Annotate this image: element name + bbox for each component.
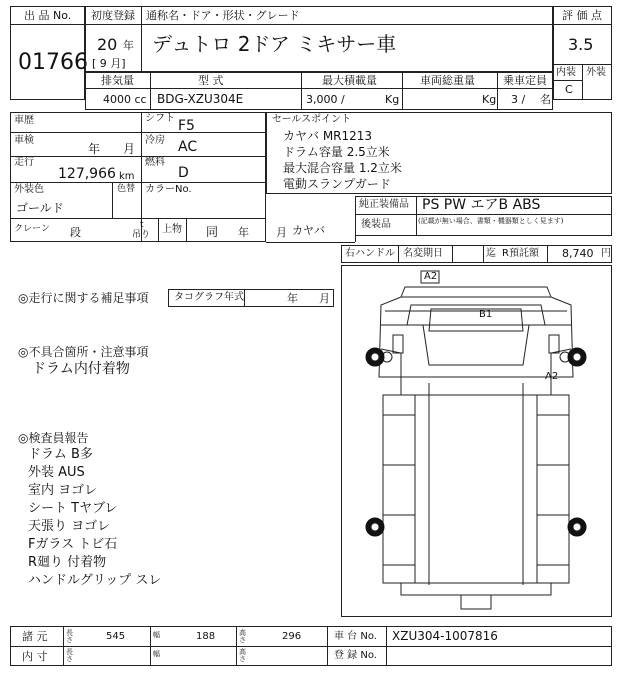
equipment-value: PS PW エアB ABS xyxy=(422,197,541,213)
mileage-label: 走行 xyxy=(14,157,34,168)
width-label-2: 幅 xyxy=(153,650,160,658)
length-label: 長さ xyxy=(66,629,73,644)
first-reg-year: 20 xyxy=(97,35,118,54)
gross-weight-label: 車両総重量 xyxy=(420,74,475,87)
width-label: 幅 xyxy=(153,631,160,639)
first-reg-label: 初度登録 xyxy=(91,9,135,22)
defects-text: ドラム内付着物 xyxy=(32,361,130,377)
top-same: 同 xyxy=(206,225,219,239)
height-label: 高さ xyxy=(239,629,246,644)
recycle-value: 8,740 xyxy=(562,247,594,260)
damage-mark-b1: B1 xyxy=(479,309,493,320)
width-value: 188 xyxy=(196,631,216,642)
inspector-line-3: 室内 ヨゴレ xyxy=(28,483,98,498)
mileage-value: 127,966 xyxy=(58,166,116,182)
chassis-label: 車 台 No. xyxy=(334,631,377,642)
inspector-line-5: 天張り ヨゴレ xyxy=(28,519,111,534)
crane-hoist: 吊り xyxy=(132,230,151,240)
model-value: BDG-XZU304E xyxy=(157,92,244,106)
aftermarket-label: 後装品 xyxy=(361,219,391,230)
gross-weight-unit: Kg xyxy=(482,93,497,106)
crane-ton: t xyxy=(140,220,144,230)
displacement-label: 排気量 xyxy=(101,74,134,87)
crane-stage: 段 xyxy=(70,226,81,239)
crane-label: クレーン xyxy=(14,224,50,234)
name-label: 通称名・ドア・形状・グレード xyxy=(146,9,300,22)
sales-line-2: ドラム容量 2.5立米 xyxy=(283,145,390,159)
interior-grade: C xyxy=(565,83,573,96)
tacho-year: 年 xyxy=(287,292,298,305)
inspector-line-2: 外装 AUS xyxy=(28,465,85,480)
sales-line-4: 電動スランプガード xyxy=(283,177,391,191)
max-load-label: 最大積載量 xyxy=(322,74,377,87)
shift-label: シフト xyxy=(145,113,175,124)
recycle-label: R預託額 xyxy=(502,248,539,259)
length-value: 545 xyxy=(106,631,126,642)
interior-size-label: 内 寸 xyxy=(22,650,48,663)
dims-label: 諸 元 xyxy=(22,630,48,643)
max-load-value: 3,000 / xyxy=(306,93,345,106)
length-label-2: 長さ xyxy=(66,648,73,663)
truck-diagram xyxy=(341,265,612,617)
shift-value: F5 xyxy=(178,118,195,134)
inspector-line-1: ドラム B多 xyxy=(28,447,93,462)
model-label: 型 式 xyxy=(198,74,224,87)
inspector-line-4: シート Tヤブレ xyxy=(28,501,118,516)
recycle-unit: 円 xyxy=(601,248,611,259)
mileage-unit: km xyxy=(119,171,135,182)
top-year: 年 xyxy=(238,226,249,239)
displacement-value: 4000 cc xyxy=(103,93,147,106)
color-label: 外装色 xyxy=(14,184,44,195)
defects-title: ◎不具合箇所・注意事項 xyxy=(18,345,149,359)
tacho-label: タコグラフ年式 xyxy=(174,292,244,303)
grade-value: 3.5 xyxy=(568,35,594,54)
inspection-year-unit: 年 xyxy=(88,142,101,156)
ac-label: 冷房 xyxy=(145,135,165,146)
grade-label: 評 価 点 xyxy=(562,9,602,22)
color-change-label: 色替 xyxy=(117,184,136,194)
history-label: 車歴 xyxy=(14,115,34,126)
tacho-month: 月 xyxy=(319,292,330,305)
aftermarket-note: (記載が無い場合、書類・機器類としく見ます) xyxy=(418,217,564,225)
right-handle-label: 右ハンドル xyxy=(345,248,395,259)
inspection-label: 車検 xyxy=(14,135,34,146)
fuel-label: 燃料 xyxy=(145,157,165,168)
name-change-unit: 迄 xyxy=(486,248,496,259)
height-label-2: 高さ xyxy=(239,648,246,663)
height-value: 296 xyxy=(282,631,302,642)
capacity-unit: 名 xyxy=(540,93,551,106)
capacity-value: 3 / xyxy=(511,93,526,106)
top-month: 月 xyxy=(276,226,287,239)
chassis-value: XZU304-1007816 xyxy=(392,629,498,643)
inspector-line-7: R廻り 付着物 xyxy=(28,555,107,570)
max-load-unit: Kg xyxy=(385,93,400,106)
car-name: デュトロ 2ドア ミキサー車 xyxy=(152,32,397,56)
inspection-month-unit: 月 xyxy=(123,142,136,156)
reg-label: 登 録 No. xyxy=(334,650,377,661)
inspector-title: ◎検査員報告 xyxy=(18,431,89,445)
lot-number: 01766 xyxy=(18,50,88,75)
equipment-label: 純正装備品 xyxy=(359,199,409,210)
driving-title: ◎走行に関する補足事項 xyxy=(18,291,149,305)
color-no-label: カラーNo. xyxy=(145,184,192,195)
top-maker: カヤバ xyxy=(292,224,325,237)
sales-point-title: セールスポイント xyxy=(272,114,352,125)
name-change-label: 名変期日 xyxy=(403,248,443,259)
inspector-line-8: ハンドルグリップ スレ xyxy=(28,573,162,588)
exterior-label: 外装 xyxy=(586,67,606,78)
damage-mark-a2-side: A2 xyxy=(545,371,559,382)
inspector-line-6: Fガラス トビ石 xyxy=(28,537,118,552)
capacity-label: 乗車定員 xyxy=(503,74,547,87)
first-reg-month: [ 9 月] xyxy=(92,57,126,70)
chassis-outline xyxy=(383,377,569,595)
year-unit: 年 xyxy=(123,39,134,52)
damage-mark-a2-front: A2 xyxy=(424,271,438,282)
interior-label: 内装 xyxy=(556,67,576,78)
top-label: 上物 xyxy=(162,224,182,235)
lot-label: 出 品 No. xyxy=(24,9,72,22)
ac-value: AC xyxy=(178,139,198,155)
color-value: ゴールド xyxy=(16,201,64,215)
fuel-value: D xyxy=(178,165,189,181)
sales-line-1: カヤバ MR1213 xyxy=(283,129,373,143)
sales-line-3: 最大混合容量 1.2立米 xyxy=(283,161,402,175)
